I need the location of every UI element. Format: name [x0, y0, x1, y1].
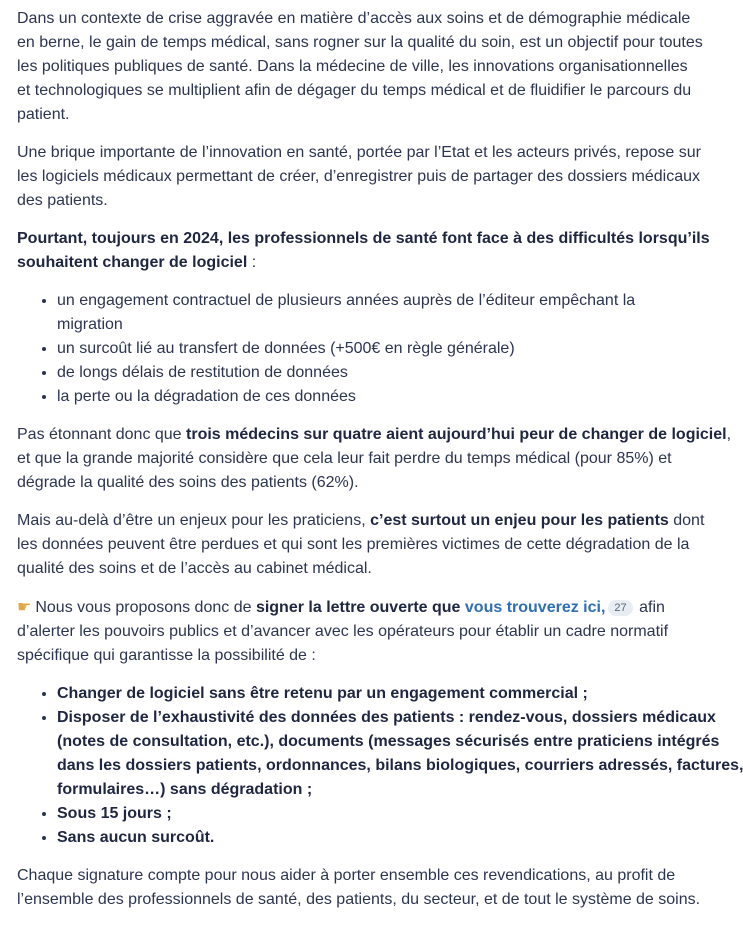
difficulties-headline: Pourtant, toujours en 2024, les professionnels de santé font face à des difficultés lorsqu’ils souhaitent changer de logiciel	[17, 230, 710, 271]
list-item: • Sous 15 jours ;	[57, 802, 717, 826]
demands-list	[17, 682, 743, 850]
paragraph-patients: Mais au-delà d’être un enjeux pour les praticiens, c’est surtout un enjeu pour les patients dont les données peuvent être perdues et qui sont les premières victimes de cette dégradation de la qualité des soins et de l’accès au cabinet médical.	[17, 512, 705, 577]
list-item: • un surcoût lié au transfert de données (+500€ en règle générale)	[57, 337, 717, 361]
cta-lead: Nous vous proposons donc de	[35, 599, 256, 616]
paragraph-survey: Pas étonnant donc que trois médecins sur quatre aient aujourd’hui peur de changer de logiciel, et que la grande majorité considère que cela leur fait perdre du temps médical (pour 85%) et dégrade la qualité des soins des patients (62%).	[17, 426, 732, 491]
paragraph-call-to-action: ☛ Nous vous proposons donc de signer la lettre ouverte que vous trouverez ici, 27 afin d’alerter les pouvoirs publics et d’avancer avec les opérateurs pour établir un cadre normatif spécifique qui garantisse la possibilité de :	[17, 597, 669, 664]
article-body	[17, 7, 743, 926]
open-letter-link[interactable]: vous trouverez ici,	[464, 599, 606, 616]
list-item: • Changer de logiciel sans être retenu par un engagement commercial ;	[57, 682, 717, 706]
list-item: • Sans aucun surcoût.	[57, 826, 717, 850]
survey-lead: Pas étonnant donc que	[17, 426, 187, 443]
list-item: • de longs délais de restitution de données	[57, 361, 717, 385]
link-click-count-badge: 27	[608, 600, 632, 616]
difficulties-list	[17, 289, 717, 409]
pointing-hand-icon: ☛	[17, 597, 32, 616]
difficulties-colon: :	[247, 254, 257, 271]
paragraph-intro: Dans un contexte de crise aggravée en matière d’accès aux soins et de démographie médicale en berne, le gain de temps médical, sans rogner sur la qualité du soin, est un objectif pour toutes les politiques publiques de santé. Dans la médecine de ville, les innovations organisationnelles et technologiques se multiplient afin de dégager du temps médical et de fluidifier le parcours du patient.	[17, 10, 703, 123]
paragraph-software: Une brique importante de l’innovation en santé, portée par l’Etat et les acteurs privés, repose sur les logiciels médicaux permettant de créer, d’enregistrer puis de partager des dossiers médicaux des patients.	[17, 144, 701, 209]
paragraph-closing: Chaque signature compte pour nous aider à porter ensemble ces revendications, au profit de l’ensemble des professionnels de santé, des patients, du secteur, et de tout le système de soins.	[17, 867, 701, 908]
list-item: • un engagement contractuel de plusieurs années auprès de l’éditeur empêchant la migration	[57, 289, 717, 337]
paragraph-difficulties-intro	[17, 227, 717, 275]
list-item: • la perte ou la dégradation de ces données	[57, 385, 717, 409]
list-item: • Disposer de l’exhaustivité des données des patients : rendez-vous, dossiers médicaux (notes de consultation, etc.), documents (messages sécurisés entre praticiens intégrés dans les dossiers patients, ordonnances, bilans biologiques, courriers adressés, factures, formulaires…) sans dégradation ;	[57, 706, 717, 802]
cta-highlight: signer la lettre ouverte que	[255, 599, 461, 616]
patients-lead: Mais au-delà d’être un enjeux pour les praticiens,	[17, 512, 371, 529]
patients-highlight: c’est surtout un enjeu pour les patients	[370, 512, 669, 529]
survey-highlight: trois médecins sur quatre aient aujourd’hui peur de changer de logiciel	[186, 426, 727, 443]
